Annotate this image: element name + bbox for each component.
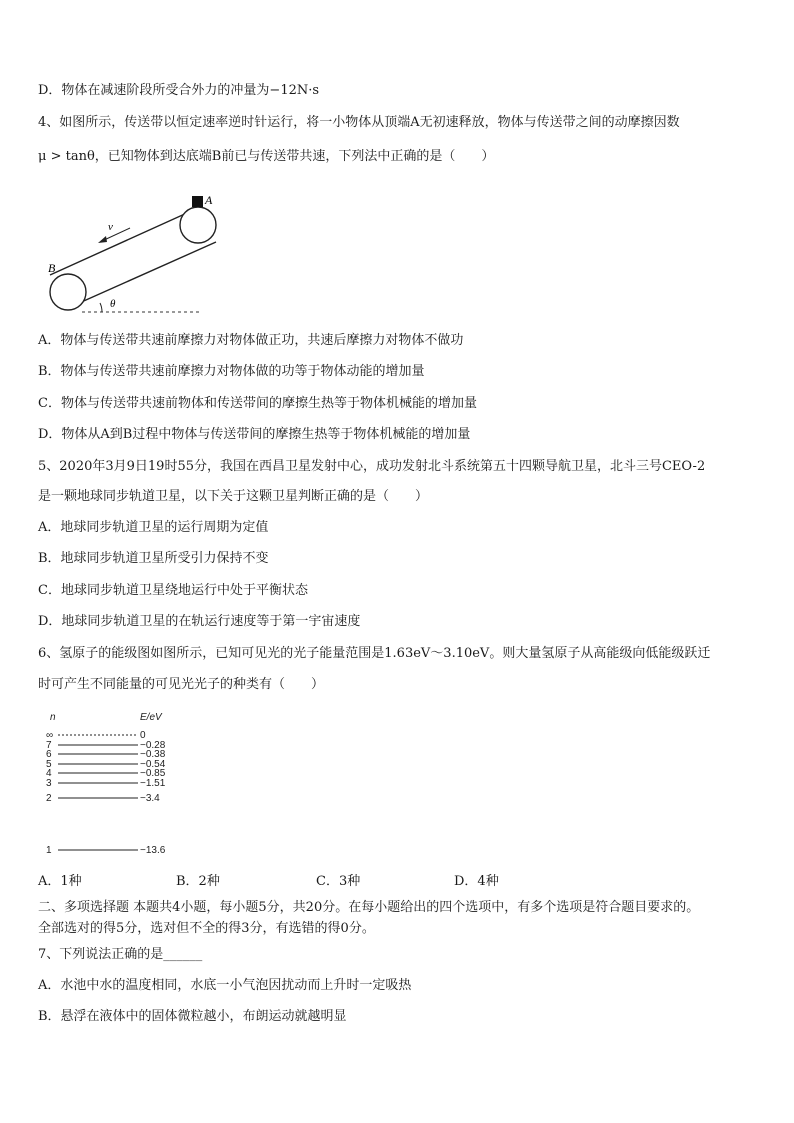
- level-energy-label: 0: [140, 730, 146, 741]
- level-energy-label: −0.28: [140, 740, 166, 751]
- q4-option-a: A．物体与传送带共速前摩擦力对物体做正功，共速后摩擦力对物体不做功: [38, 333, 464, 348]
- level-energy-label: −0.85: [140, 768, 166, 779]
- q4-stem-line1: 4、如图所示，传送带以恒定速率逆时针运行，将一小物体从顶端A无初速释放，物体与传送带之间的动摩擦因数: [38, 115, 680, 130]
- header-n: n: [50, 712, 56, 723]
- roller-b: [50, 274, 86, 310]
- q6-options-row: [38, 873, 499, 891]
- label-theta: θ: [110, 298, 116, 310]
- energy-level-diagram: [40, 708, 190, 858]
- roller-a: [180, 207, 216, 243]
- q6-option-a: A．1种: [38, 874, 82, 889]
- level-n-label: 1: [46, 845, 52, 856]
- level-energy-label: −3.4: [140, 793, 160, 804]
- section2-heading-line2: 全部选对的得5分，选对但不全的得3分，有选错的得0分。: [38, 921, 375, 936]
- q4-option-d: D．物体从A到B过程中物体与传送带间的摩擦生热等于物体机械能的增加量: [38, 427, 471, 442]
- belt-top-edge: [50, 208, 198, 275]
- q5-option-d: D．地球同步轨道卫星的在轨运行速度等于第一宇宙速度: [38, 614, 361, 629]
- level-n-label: ∞: [46, 730, 54, 741]
- q6-option-d: D．4种: [454, 874, 499, 889]
- level-energy-label: −13.6: [140, 845, 166, 856]
- q4-stem-line2: μ > tanθ，已知物体到达底端B前已与传送带共速，下列法中正确的是（ ）: [38, 149, 495, 164]
- level-n-label: 4: [46, 768, 52, 779]
- block-object: [192, 196, 203, 207]
- section2-heading-line1: 二、多项选择题 本题共4小题，每小题5分，共20分。在每小题给出的四个选项中，有多个选项是符合题目要求的。: [38, 900, 700, 915]
- q5-option-b: B．地球同步轨道卫星所受引力保持不变: [38, 551, 269, 566]
- level-n-label: 5: [46, 759, 52, 770]
- level-energy-label: −0.54: [140, 759, 166, 770]
- belt-bottom-edge: [68, 242, 216, 308]
- velocity-arrowhead: [98, 236, 107, 243]
- q5-option-a: A．地球同步轨道卫星的运行周期为定值: [38, 520, 269, 535]
- conveyor-belt-figure: [40, 190, 240, 320]
- q4-option-c: C．物体与传送带共速前物体和传送带间的摩擦生热等于物体机械能的增加量: [38, 396, 477, 411]
- label-v: v: [108, 221, 113, 233]
- angle-arc: [100, 303, 102, 312]
- q7-stem: 7、下列说法正确的是______: [38, 947, 203, 962]
- q7-option-a: A．水池中水的温度相同，水底一小气泡因扰动而上升时一定吸热: [38, 978, 412, 993]
- q6-option-c: C．3种: [316, 874, 361, 889]
- q6-option-b: B．2种: [176, 874, 220, 889]
- level-n-label: 6: [46, 749, 52, 760]
- q5-stem-line1: 5、2020年3月9日19时55分，我国在西昌卫星发射中心，成功发射北斗系统第五十四颗导航卫星，北斗三号CEO-2: [38, 459, 706, 474]
- level-n-label: 3: [46, 778, 52, 789]
- header-energy: E/eV: [140, 712, 162, 723]
- q7-option-b: B．悬浮在液体中的固体微粒越小，布朗运动就越明显: [38, 1009, 347, 1024]
- label-a: A: [205, 193, 213, 207]
- q5-option-c: C．地球同步轨道卫星绕地运行中处于平衡状态: [38, 583, 308, 598]
- q6-stem-line2: 时可产生不同能量的可见光光子的种类有（ ）: [38, 677, 325, 692]
- level-n-label: 2: [46, 793, 52, 804]
- label-b: B: [48, 261, 56, 275]
- level-energy-label: −1.51: [140, 778, 166, 789]
- q4-option-b: B．物体与传送带共速前摩擦力对物体做的功等于物体动能的增加量: [38, 364, 425, 379]
- level-energy-label: −0.38: [140, 749, 166, 760]
- level-n-label: 7: [46, 740, 52, 751]
- q3-option-d: D．物体在减速阶段所受合外力的冲量为−12N·s: [38, 83, 320, 98]
- q6-stem-line1: 6、氢原子的能级图如图所示，已知可见光的光子能量范围是1.63eV～3.10eV。则大量氢原子从高能级向低能级跃迁: [38, 646, 711, 661]
- q5-stem-line2: 是一颗地球同步轨道卫星，以下关于这颗卫星判断正确的是（ ）: [38, 489, 429, 504]
